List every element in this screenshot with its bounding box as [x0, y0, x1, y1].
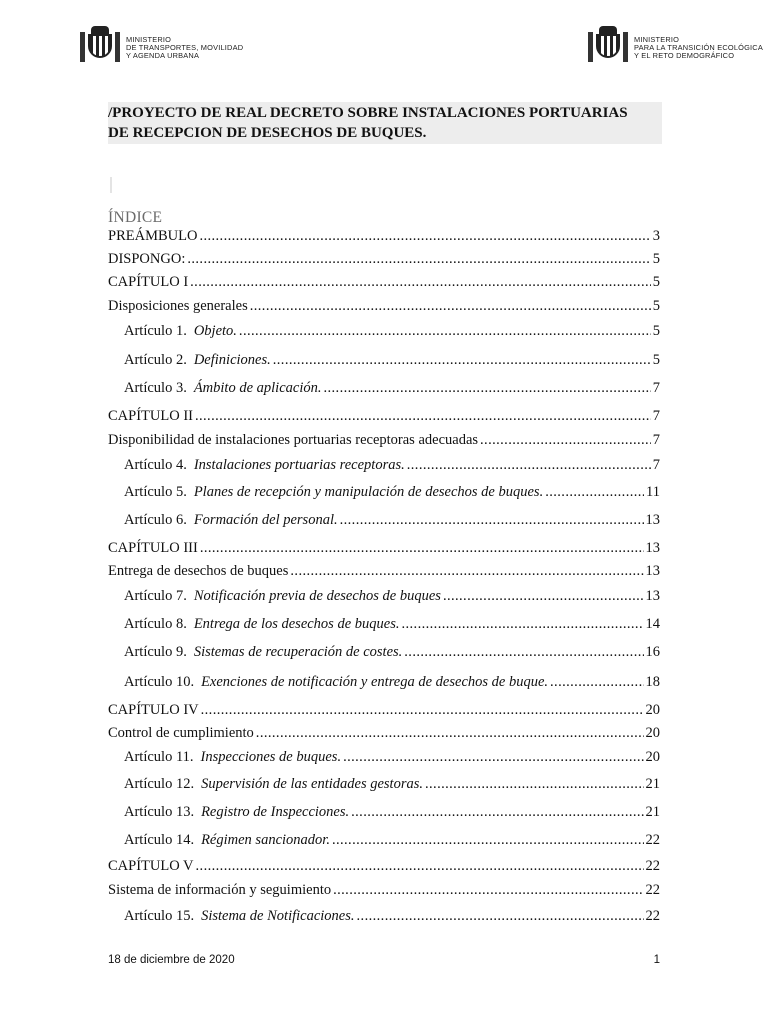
toc-dot-leader [200, 540, 644, 557]
toc-entry-page: 7 [652, 380, 660, 396]
toc-entry[interactable] [108, 484, 660, 506]
toc-dot-leader [443, 588, 644, 605]
toc-entry-number: Artículo 11. [124, 749, 194, 765]
toc-entry-number: Artículo 14. [124, 832, 195, 848]
toc-entry-label: Inspecciones de buques. [200, 749, 342, 765]
toc-entry-page: 22 [645, 908, 660, 924]
toc-dot-leader [407, 457, 651, 474]
toc-entry-label: Planes de recepción y manipulación de desechos de buques. [193, 484, 544, 500]
toc-entry-number: Artículo 9. [124, 644, 187, 660]
toc-entry-page: 5 [652, 352, 660, 368]
toc-entry-label: CAPÍTULO III [108, 540, 198, 556]
page-footer [108, 954, 660, 966]
ministry-name-right: MINISTERIO PARA LA TRANSICIÓN ECOLÓGICA Y EL RETO DEMOGRÁFICO [634, 35, 763, 60]
document-title: /PROYECTO DE REAL DECRETO SOBRE INSTALACIONES PORTUARIAS DE RECEPCION DE DESECHOS DE BUQUES. [108, 105, 628, 141]
ministry-name-left: MINISTERIO DE TRANSPORTES, MOVILIDAD Y AGENDA URBANA [126, 35, 244, 60]
footer-page-number: 1 [653, 954, 660, 966]
toc-entry-page: 5 [652, 298, 660, 314]
toc-entry-page: 11 [646, 484, 660, 500]
spain-coat-of-arms-icon [80, 26, 120, 64]
toc-entry-page: 20 [645, 702, 660, 718]
toc-entry-page: 22 [645, 858, 660, 874]
toc-entry[interactable] [108, 228, 660, 250]
toc-entry-label: Notificación previa de desechos de buques [193, 588, 441, 604]
toc-dot-leader [187, 251, 650, 268]
toc-entry-number: Artículo 15. [124, 908, 195, 924]
toc-entry[interactable] [108, 540, 660, 562]
toc-entry[interactable] [108, 380, 660, 402]
toc-entry[interactable] [108, 251, 660, 273]
toc-entry[interactable] [108, 616, 660, 638]
toc-entry[interactable] [108, 776, 660, 798]
toc-entry-page: 21 [645, 804, 660, 820]
toc-entry-page: 7 [652, 408, 660, 424]
toc-entry-page: 22 [645, 832, 660, 848]
toc-entry-label: Supervisión de las entidades gestoras. [201, 776, 423, 792]
toc-entry-label: Sistema de información y seguimiento [108, 882, 332, 898]
toc-dot-leader [357, 908, 644, 925]
toc-entry[interactable] [108, 908, 660, 930]
toc-entry-number: Artículo 5. [124, 484, 187, 500]
toc-dot-leader [239, 323, 651, 340]
toc-entry-page: 20 [645, 725, 660, 741]
toc-dot-leader [343, 749, 643, 766]
toc-entry-label: DISPONGO: [108, 251, 186, 267]
toc-entry-label: Control de cumplimiento [108, 725, 254, 741]
toc-dot-leader [404, 644, 643, 661]
toc-entry-label: CAPÍTULO I [108, 274, 189, 290]
toc-entry[interactable] [108, 644, 660, 666]
toc-dot-leader [550, 674, 643, 691]
toc-dot-leader [290, 563, 643, 580]
toc-entry-label: Registro de Inspecciones. [201, 804, 350, 820]
toc-entry-number: Artículo 10. [124, 674, 195, 690]
toc-entry-label: Disponibilidad de instalaciones portuarias receptoras adecuadas [108, 432, 479, 448]
toc-entry-page: 22 [645, 882, 660, 898]
toc-entry-page: 5 [652, 251, 660, 267]
toc-entry-page: 14 [645, 616, 660, 632]
toc-dot-leader [333, 882, 643, 899]
toc-entry-number: Artículo 1. [124, 323, 187, 339]
toc-entry-page: 5 [652, 274, 660, 290]
toc-dot-leader [545, 484, 644, 501]
toc-entry-page: 3 [652, 228, 660, 244]
toc-entry-label: Régimen sancionador. [201, 832, 330, 848]
toc-dot-leader [332, 832, 644, 849]
header-logo-left [80, 26, 243, 66]
toc-entry[interactable] [108, 725, 660, 747]
toc-dot-leader [190, 274, 651, 291]
toc-entry[interactable] [108, 512, 660, 534]
toc-entry-label: Definiciones. [193, 352, 271, 368]
toc-entry-page: 7 [652, 432, 660, 448]
toc-entry[interactable] [108, 832, 660, 854]
toc-entry[interactable] [108, 674, 660, 696]
toc-entry-number: Artículo 4. [124, 457, 187, 473]
toc-entry[interactable] [108, 298, 660, 320]
toc-entry-label: Exenciones de notificación y entrega de desechos de buque. [201, 674, 549, 690]
toc-entry-label: CAPÍTULO IV [108, 702, 199, 718]
toc-dot-leader [401, 616, 643, 633]
header-logo-right [588, 26, 763, 66]
toc-entry[interactable] [108, 274, 660, 296]
toc-entry-label: Disposiciones generales [108, 298, 248, 314]
toc-entry[interactable] [108, 749, 660, 771]
toc-dot-leader [256, 725, 644, 742]
toc-entry-number: Artículo 2. [124, 352, 187, 368]
toc-entry-page: 13 [645, 563, 660, 579]
toc-entry[interactable] [108, 432, 660, 454]
toc-entry[interactable] [108, 804, 660, 826]
toc-entry-number: Artículo 13. [124, 804, 195, 820]
toc-entry-number: Artículo 6. [124, 512, 187, 528]
footer-date: 18 de diciembre de 2020 [108, 954, 235, 966]
toc-entry-label: Entrega de desechos de buques [108, 563, 289, 579]
toc-entry-number: Artículo 3. [124, 380, 187, 396]
toc-entry-page: 13 [645, 512, 660, 528]
toc-entry-label: Objeto. [193, 323, 237, 339]
toc-dot-leader [195, 408, 651, 425]
toc-entry-label: Sistema de Notificaciones. [201, 908, 355, 924]
toc-entry-label: Entrega de los desechos de buques. [193, 616, 400, 632]
toc-dot-leader [340, 512, 644, 529]
toc-entry[interactable] [108, 702, 660, 724]
toc-entry-page: 16 [645, 644, 660, 660]
toc-entry-number: Artículo 12. [124, 776, 195, 792]
toc-entry-page: 20 [645, 749, 660, 765]
toc-dot-leader [273, 352, 651, 369]
toc-entry-label: Instalaciones portuarias receptoras. [193, 457, 405, 473]
toc-dot-leader [351, 804, 643, 821]
toc-entry-label: PREÁMBULO [108, 228, 198, 244]
toc-entry-page: 13 [645, 588, 660, 604]
toc-entry-page: 13 [645, 540, 660, 556]
toc-entry[interactable] [108, 858, 660, 880]
toc-entry[interactable] [108, 563, 660, 585]
toc-entry[interactable] [108, 352, 660, 374]
index-heading: ÍNDICE [108, 209, 163, 226]
toc-dot-leader [425, 776, 644, 793]
toc-entry[interactable] [108, 408, 660, 430]
spain-coat-of-arms-icon [588, 26, 628, 64]
toc-dot-leader [199, 228, 650, 245]
toc-entry[interactable] [108, 588, 660, 610]
text-cursor-mark [110, 177, 112, 193]
toc-entry-page: 21 [645, 776, 660, 792]
toc-dot-leader [480, 432, 651, 449]
toc-dot-leader [201, 702, 644, 719]
toc-entry-page: 5 [652, 323, 660, 339]
toc-entry-number: Artículo 8. [124, 616, 187, 632]
toc-entry-page: 18 [645, 674, 660, 690]
toc-dot-leader [250, 298, 651, 315]
toc-entry[interactable] [108, 323, 660, 345]
toc-entry-label: Ámbito de aplicación. [193, 380, 322, 396]
toc-entry-label: Formación del personal. [193, 512, 338, 528]
toc-entry-page: 7 [652, 457, 660, 473]
toc-entry-label: CAPÍTULO II [108, 408, 193, 424]
toc-dot-leader [323, 380, 650, 397]
toc-entry[interactable] [108, 457, 660, 479]
toc-dot-leader [196, 858, 644, 875]
toc-entry[interactable] [108, 882, 660, 904]
toc-entry-number: Artículo 7. [124, 588, 187, 604]
toc-entry-label: Sistemas de recuperación de costes. [193, 644, 403, 660]
toc-entry-label: CAPÍTULO V [108, 858, 194, 874]
